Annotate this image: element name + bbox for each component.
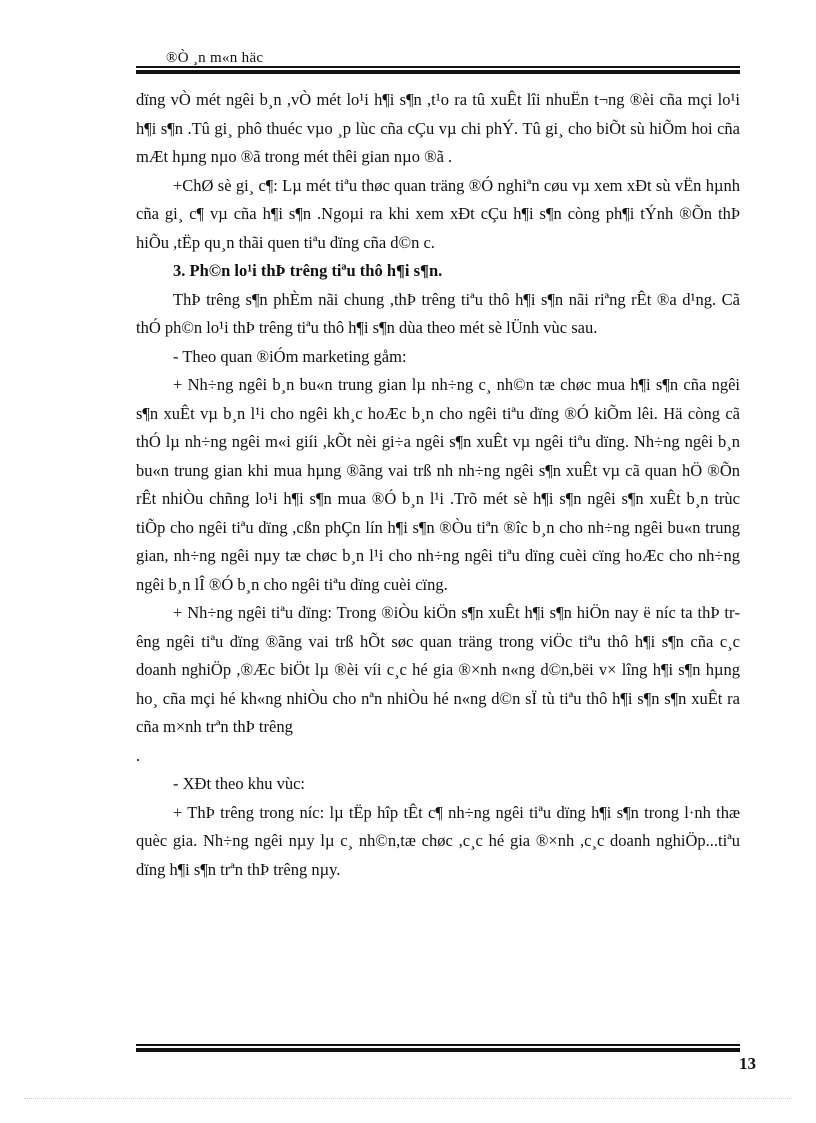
paragraph-by-region: - XÐt theo khu vùc: bbox=[173, 774, 305, 793]
paragraph-market-intro: ThÞ trêng s¶n phÈm nãi chung ,thÞ trêng tiªu thô h¶i s¶n nãi riªng rÊt ®a d¹ng. Cã thÓ ph©n lo¹i thÞ trêng tiªu thô h¶i s¶n dùa theo mét sè lÜnh vùc sau. bbox=[136, 289, 740, 337]
paragraph-dot: . bbox=[136, 745, 141, 765]
document-body bbox=[136, 86, 740, 884]
footer-rule-thick bbox=[136, 1048, 740, 1052]
header-rule-thin bbox=[136, 66, 740, 68]
section-heading: 3. Ph©n lo¹i thÞ trêng tiªu thô h¶i s¶n. bbox=[173, 261, 443, 280]
page-number: 13 bbox=[739, 1054, 756, 1073]
header-title: ®Ò ¸n m«n häc bbox=[166, 50, 264, 66]
paragraph-wholesalers: + Nh÷ng ngêi b¸n bu«n trung gian lµ nh÷ng c¸ nh©n tæ chøc mua h¶i s¶n cña ngêi s¶n xuÊt vµ b¸n l¹i cho ngêi kh¸c hoÆc b¸n cho ngêi tiªu dïng ®Ó kiÕm lêi. Hä còng cã thÓ lµ nh÷ng ngêi m«i giíi ,kÕt nèi gi÷a ngêi s¶n xuÊt vµ ngêi tiªu dïng. Nh÷ng ngêi b¸n bu«n trung gian khi mua hµng ®ãng vai trß nh nh÷ng ngêi s¶n xuÊt vµ cã quan hÖ ®Õn rÊt nhiÒu chñng lo¹i h¶i s¶n mua ®Ó b¸n l¹i .Trõ mét sè h¶i s¶n ngêi s¶n xuÊt b¸n trùc tiÕp cho ngêi tiªu dïng ,cßn phÇn lín h¶i s¶n ®Òu tiªn ®îc b¸n cho nh÷ng ngêi bu«n trung gian, nh÷ng ngêi nµy tæ chøc b¸n l¹i cho nh÷ng ngêi tiªu dïng cuèi cïng hoÆc cho nh÷ng ngêi b¸n lÎ ®Ó b¸n cho ngêi tiªu dïng cuèi cïng. bbox=[136, 375, 740, 594]
paragraph-consumers: + Nh÷ng ngêi tiªu dïng: Trong ®iÒu kiÖn s¶n xuÊt h¶i s¶n hiÖn nay ë níc ta thÞ trêng ngêi tiªu dïng ®ãng vai trß hÕt søc quan träng trong viÖc tiªu thô h¶i s¶n cña c¸c doanh nghiÖp ,®Æc biÖt lµ ®èi víi c¸c hé gia ®×nh n«ng d©n,bëi v× lîng h¶i s¶n hµng ho¸ cña mçi hé kh«ng nhiÒu cho nªn nhiÒu hé n«ng d©n sÏ tù tiªu thô h¶i s¶n s¶n xuÊt ra cña m×nh trªn thÞ trêng bbox=[136, 603, 740, 736]
page-edge-divider bbox=[24, 1098, 792, 1099]
paragraph-continuation: dïng vÒ mét ngêi b¸n ,vÒ mét lo¹i h¶i s¶n ,t¹o ra tû xuÊt lîi nhuËn t¬ng ®èi cña mçi lo¹i h¶i s¶n .Tû gi¸ phô thuéc vµo ¸p lùc cña cÇu vµ chi phÝ. Tû gi¸ cho biÕt sù hiÕm hoi cña mÆt hµng nµo ®ã trong mét thêi gian nµo ®ã . bbox=[136, 90, 740, 166]
footer-rule-thin bbox=[136, 1044, 740, 1046]
paragraph-marketing-view: - Theo quan ®iÓm marketing gåm: bbox=[173, 346, 407, 366]
paragraph-price-index: +ChØ sè gi¸ c¶: Lµ mét tiªu thøc quan träng ®Ó nghiªn cøu vµ xem xÐt sù vËn hµnh cña gi¸ c¶ vµ cña h¶i s¶n .Ngoµi ra khi xem xÐt cÇu h¶i s¶n còng ph¶i tÝnh ®Õn thÞ hiÕu ,tËp qu¸n thãi quen tiªu dïng cña d©n c. bbox=[136, 175, 740, 252]
paragraph-domestic-market: + ThÞ trêng trong níc: lµ tËp hîp tÊt c¶ nh÷ng ngêi tiªu dïng h¶i s¶n trong l·nh thæ quèc gia. Nh÷ng ngêi nµy lµ c¸ nh©n,tæ chøc ,c¸c hé gia ®×nh ,c¸c doanh nghiÖp...tiªu dïng h¶i s¶n trªn thÞ trêng nµy. bbox=[136, 802, 740, 879]
header-rule-thick bbox=[136, 70, 740, 74]
